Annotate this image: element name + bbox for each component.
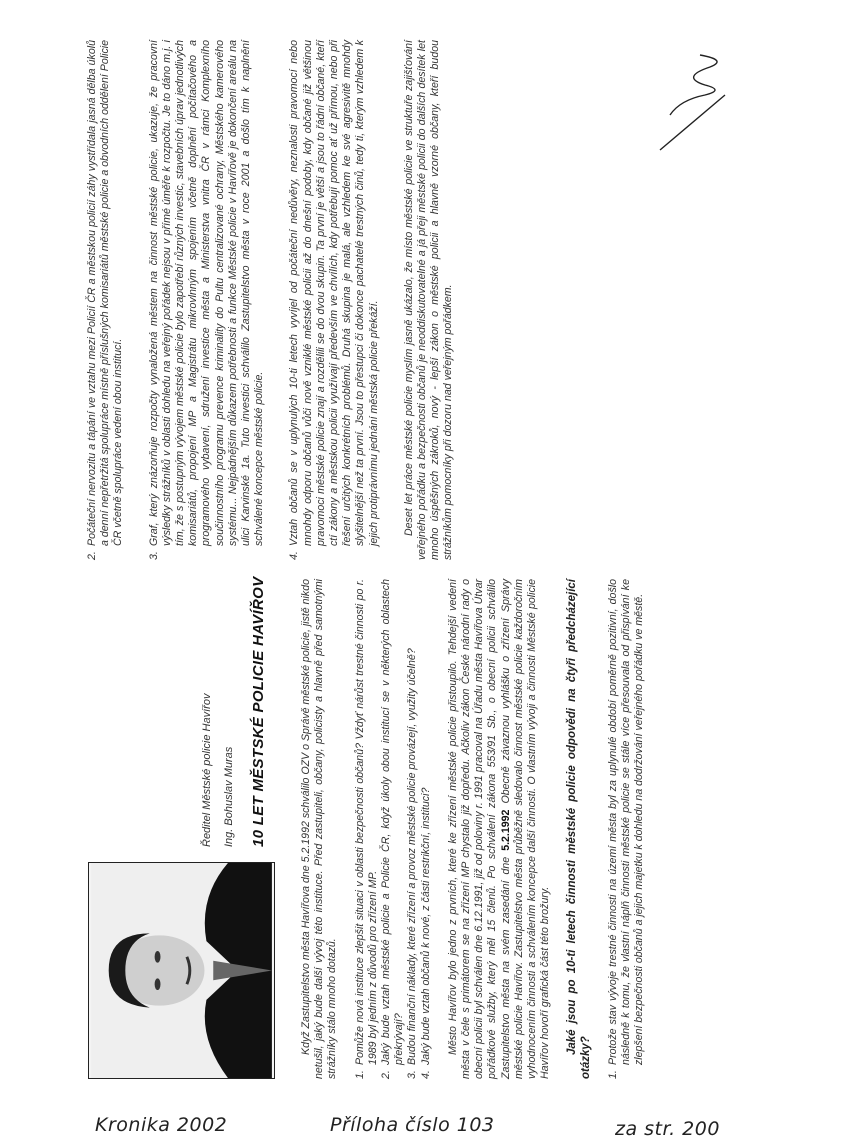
author-role: Ředitel Městské policie Havířov xyxy=(201,693,213,847)
intro-paragraph: Když Zastupitelstvo města Havířova dne 5.2.1992 schválilo OZV o Správě městské policie, jistě nikdo netušil, jaký bude další vývoj této instituce. Před zastupiteli, občany, policisty a hlavně před samotnými strážníky stálo mnoho dotazů. xyxy=(300,579,339,1079)
closing-paragraph: Deset let práce městské policie myslím jasně ukázalo, že místo městské policie ve struktuře zajišťování veřejného pořádku a bezpečnosti občanů je neoddiskutovatelné a já přeji městské policii do dalších desítek let mnoho úspěšných zákroků, nový - lepší zákon o městské policii a hlavně vzorné občany, kteří budou strážníkům pomocníky při dozoru nad veřejným pořádkem. xyxy=(402,40,455,560)
answers-list-col1 xyxy=(607,579,647,1079)
answer-item xyxy=(607,579,647,1079)
item-number: 4. xyxy=(419,1070,432,1079)
item-text: Počáteční nervozitu a tápání ve vztahu mezi Policií ČR a městskou policií záhy vystřídala jasná dělba úkolů a denní nepřetržitá spolupráce místně příslušných komisariátů městské policie a obvodních oddělení Policie ČR včetně spolupráce vedení obou institucí. xyxy=(86,40,125,546)
author-name: Ing. Bohuslav Muras xyxy=(223,746,235,847)
column-1 xyxy=(300,579,660,1079)
question-item xyxy=(354,579,380,1079)
handwritten-attachment: Příloha číslo 103 xyxy=(330,1114,495,1136)
item-text: Graf, který znázorňuje rozpočty vynaložená městem na činnost městské policie, ukazuje, že pracovní výsledky strážníků v oblasti dohledu na veřejný pořádek nejsou v přímé úměře k rozpočtu. Je to dáno m.j. i tím, že s postupným vývojem městské policie bylo zapotřebí různých investic, stavebních úprav jednotlivých komisariátů, propojení MP a Magistrátu mikrovlnným spojením včetně doplnění počítačového a programového vybavení, sdružení investice města a Ministerstva vnitra ČR v rámci Komplexního součinnostního programu prevence kriminality do Pultu centralizované ochrany, Městského kamerového systému... Nejpádnějším důkazem potřebnosti a funkce Městské policie v Havířově je dokončení areálu na ulici Karvinské 1a. Tuto investici schválilo Zastupitelstvo města v roce 2001 a došlo tím k naplnění schválené koncepce městské policie. xyxy=(147,40,266,546)
answers-heading: Jaké jsou po 10-ti letech činnosti městské policie odpovědi na čtyři předcházející otázky? xyxy=(566,579,592,1079)
item-text: Pomůže nová instituce zlepšit situaci v oblasti bezpečnosti občanů? Vždyť nárůst trestné činnosti po r. 1989 byl jedním z důvodů pro zřízení MP. xyxy=(353,579,379,1065)
handwritten-chronicle: Kronika 2002 xyxy=(95,1114,228,1136)
item-text: Budou finanční náklady, které zřízení a provoz městské policie provázejí, využity účelně? xyxy=(406,648,419,1065)
signature xyxy=(650,45,740,155)
question-item xyxy=(380,579,406,1079)
director-photo xyxy=(88,862,275,1079)
item-text: Protože stav vývoje trestné činnosti na území města byl za uplynulé období poměrně pozitivní, došlo následně k tomu, že vlastní náplň činnosti městské policie se stále více přesouvala od přispívání ke zlepšení bezpečnosti občanů a jejich majetku k dohledu na dodržování veřejného pořádku ve městě. xyxy=(606,579,646,1065)
article-title: 10 LET MĚSTSKÉ POLICIE HAVÍŘOV xyxy=(250,576,267,847)
answer-item xyxy=(288,40,380,560)
question-item xyxy=(406,579,419,1079)
item-text: Jaký bude vztah občanů k nové, z části restrikční, instituci? xyxy=(419,787,432,1065)
item-number: 3. xyxy=(406,1070,419,1079)
history-date: 5.2.1992 xyxy=(499,809,512,851)
answer-item xyxy=(148,40,267,560)
item-text: Vztah občanů se v uplynulých 10-ti letech vyvíjel od počáteční nedůvěry, neznalosti pravomocí nebo mnohdy odporu občanů vůči nově vzniklé městské policii až do dnešní podoby, kdy občané již většinou pravomoci městské policie znají a rozdělili se do dvou skupin. Ta první je větší a jsou to řádní občané, kteří ctí zákony a městskou policii využívají především ve chvílích, kdy potřebují pomoc ať už přímou, nebo při řešení určitých konkrétních problémů. Druhá skupina je malá, ale vzhledem ke své agresivitě mnohdy slyšitelnější než ta první. Jsou to přestupci či dokonce pachatelé trestných činů, tedy ti, kterým vzhledem k jejich protiprávnímu jednání městská policie překáží. xyxy=(288,40,380,546)
column-2 xyxy=(86,40,470,560)
item-number: 1. xyxy=(353,1070,366,1079)
item-number: 1. xyxy=(606,1070,619,1079)
item-number: 2. xyxy=(380,1070,393,1079)
author-caption xyxy=(196,694,240,847)
history-text: Obecně závaznou vyhlášku o zřízení Správy městské policie Havířov. Zastupitelstvo města průběžně sledovalo činnost městské policie každoročním vyhodnocením činnosti a schválením koncepce další činnosti. O vlastním vývoji a činnosti Městské policie Havířov hovoří grafická část této brožury. xyxy=(499,579,552,1079)
history-text: Město Havířov bylo jedno z prvních, které ke zřízení městské policie přistoupilo. Tehdejší vedení města v čele s primátorem se na zřízení MP chystalo již dopředu. Ačkoliv zákon České národní rady o obecní policii byl schválen dne 6.12.1991, již od poloviny r. 1991 pracoval na Úřadu města Havířova Útvar pořádkové služby, který měl 15 členů. Po schválení zákona 553/91 Sb., o obecní policii schválilo Zastupitelstvo města na svém zasedání dne xyxy=(446,579,512,1079)
item-number: 2. xyxy=(86,551,98,560)
answers-list-col2 xyxy=(86,40,381,560)
answer-item xyxy=(86,40,126,560)
item-number: 3. xyxy=(147,551,160,560)
handwritten-page: za str. 200 xyxy=(615,1118,720,1140)
questions-list xyxy=(354,579,433,1079)
item-number: 4. xyxy=(288,551,301,560)
item-text: Jaký bude vztah městské policie a Policie ČR, když úkoly obou institucí se v některých oblastech překrývají? xyxy=(380,579,406,1065)
history-paragraph xyxy=(447,579,553,1079)
question-item xyxy=(420,579,433,1079)
